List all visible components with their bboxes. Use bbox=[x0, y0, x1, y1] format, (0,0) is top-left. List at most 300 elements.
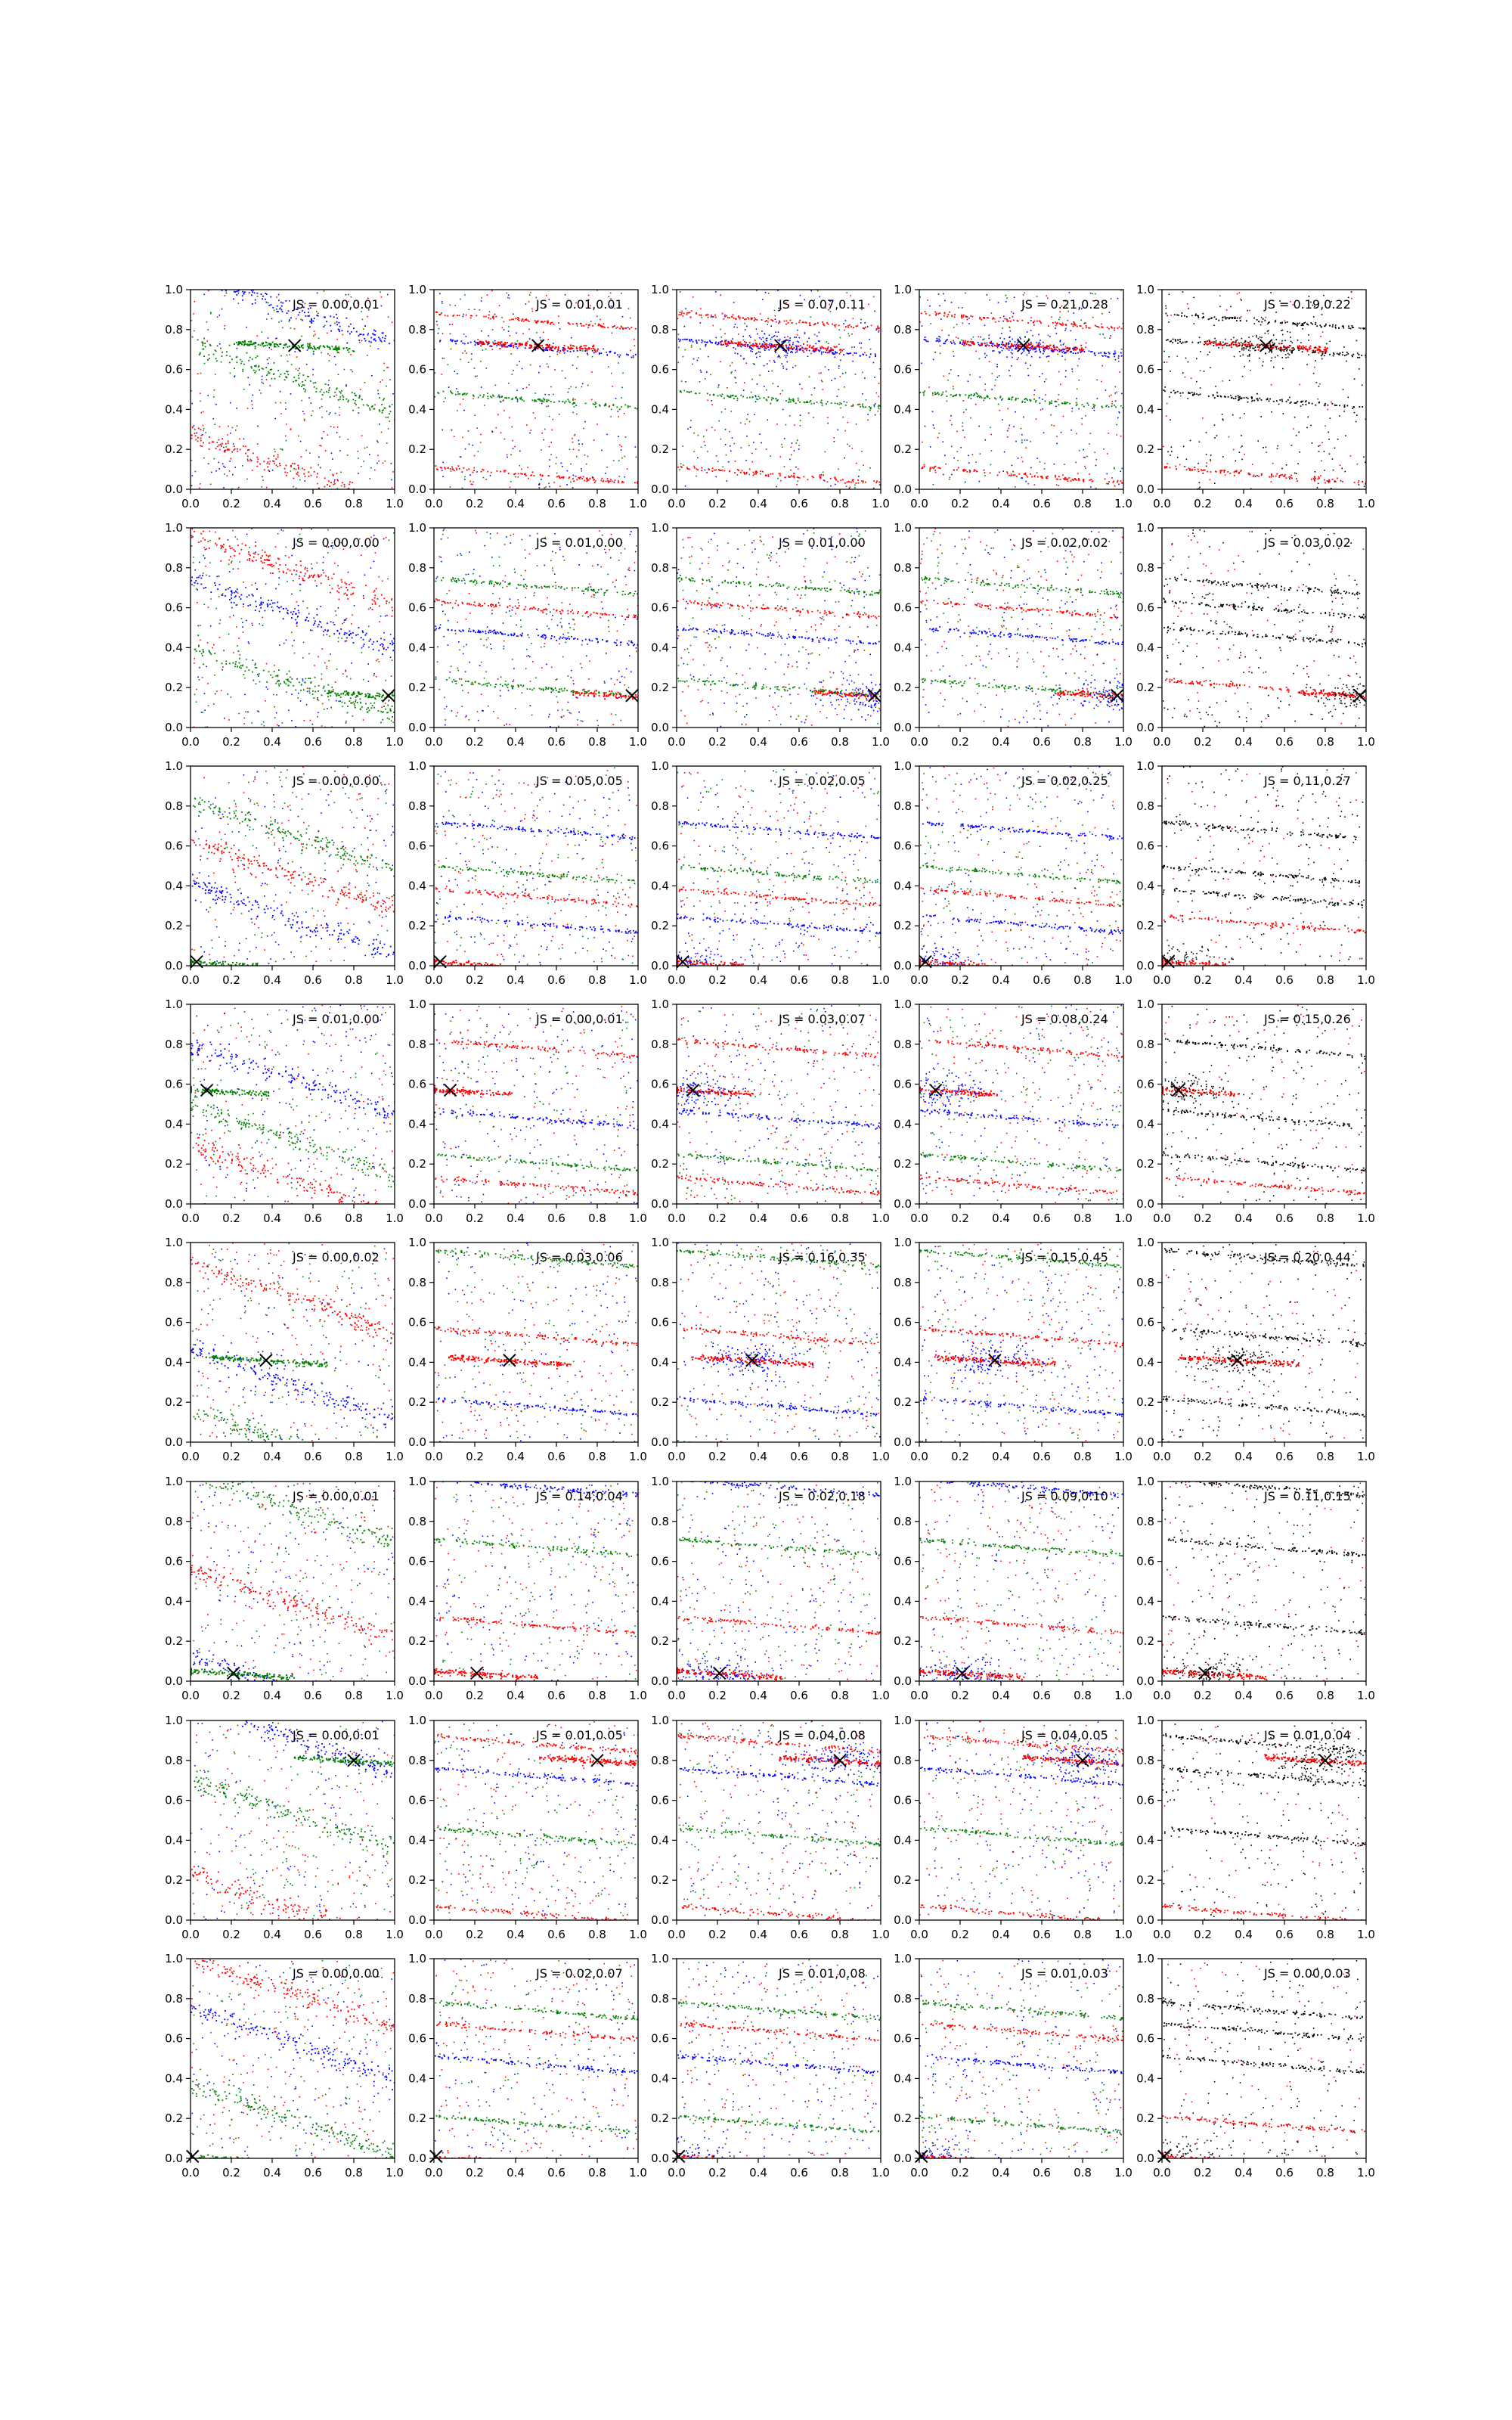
x-tick-label: 0.2 bbox=[1194, 1689, 1212, 1702]
point-cloud bbox=[191, 767, 395, 970]
x-tick-label: 0.6 bbox=[1275, 2166, 1294, 2180]
point-cloud bbox=[434, 529, 640, 728]
y-tick-label: 0.0 bbox=[165, 482, 183, 496]
y-tick-label: 0.0 bbox=[408, 1435, 426, 1449]
y-tick-label: 0.4 bbox=[1136, 402, 1154, 416]
y-tick-label: 0.0 bbox=[651, 1435, 669, 1449]
x-tick-label: 0.2 bbox=[222, 1450, 240, 1463]
y-tick-label: 1.0 bbox=[408, 1236, 426, 1249]
y-tick-label: 0.4 bbox=[408, 1594, 426, 1608]
y-tick-label: 0.2 bbox=[165, 1395, 183, 1409]
x-tick-label: 0.8 bbox=[1316, 735, 1334, 749]
subplot-r6-c5 bbox=[1135, 1475, 1375, 1705]
y-tick-label: 0.2 bbox=[651, 919, 669, 932]
y-tick-label: 0.0 bbox=[165, 1435, 183, 1449]
x-tick-label: 0.0 bbox=[181, 1450, 200, 1463]
x-tick-label: 0.2 bbox=[951, 973, 969, 987]
js-annotation: JS = 0.00,0.01 bbox=[292, 297, 380, 312]
x-tick-label: 0.2 bbox=[708, 1928, 727, 1941]
x-tick-label: 0.4 bbox=[507, 1928, 525, 1941]
subplot-r3-c3 bbox=[619, 759, 890, 987]
y-tick-label: 0.4 bbox=[408, 879, 426, 892]
x-tick-label: 1.0 bbox=[1114, 1689, 1132, 1702]
x-tick-label: 0.4 bbox=[263, 1212, 281, 1225]
x-tick-label: 1.0 bbox=[629, 1450, 647, 1463]
x-tick-label: 0.0 bbox=[181, 497, 200, 510]
y-tick-label: 1.0 bbox=[894, 521, 912, 535]
y-tick-label: 0.2 bbox=[408, 2111, 426, 2125]
axes-frame bbox=[919, 1481, 1123, 1681]
x-tick-label: 0.2 bbox=[951, 735, 969, 749]
x-tick-label: 1.0 bbox=[629, 1212, 647, 1225]
x-tick-label: 0.4 bbox=[1235, 497, 1253, 510]
y-tick-label: 0.2 bbox=[1136, 681, 1154, 694]
y-tick-label: 0.2 bbox=[1136, 1634, 1154, 1648]
x-tick-label: 1.0 bbox=[1114, 973, 1132, 987]
y-tick-label: 0.0 bbox=[408, 721, 426, 734]
x-tick-label: 0.6 bbox=[790, 1689, 808, 1702]
y-tick-label: 0.2 bbox=[651, 442, 669, 456]
y-tick-label: 0.8 bbox=[894, 561, 912, 575]
x-tick-label: 0.8 bbox=[1074, 1689, 1092, 1702]
x-tick-label: 0.0 bbox=[668, 1450, 686, 1463]
y-tick-label: 1.0 bbox=[651, 1236, 669, 1249]
subplot-r2-c4 bbox=[894, 521, 1181, 749]
x-tick-label: 0.2 bbox=[951, 497, 969, 510]
js-annotation: JS = 0.00,0.00 bbox=[292, 774, 380, 788]
x-tick-label: 0.8 bbox=[1074, 497, 1092, 510]
y-tick-label: 0.8 bbox=[408, 799, 426, 813]
x-tick-label: 0.4 bbox=[749, 1689, 767, 1702]
x-tick-label: 0.4 bbox=[507, 735, 525, 749]
y-tick-label: 0.0 bbox=[651, 1197, 669, 1211]
y-tick-label: 0.4 bbox=[894, 1594, 912, 1608]
point-cloud bbox=[191, 528, 396, 728]
y-tick-label: 1.0 bbox=[165, 1475, 183, 1488]
point-cloud bbox=[677, 528, 952, 727]
y-tick-label: 0.8 bbox=[165, 1754, 183, 1767]
x-tick-label: 0.0 bbox=[425, 1928, 443, 1941]
y-tick-label: 0.2 bbox=[408, 919, 426, 932]
x-tick-label: 0.0 bbox=[910, 973, 928, 987]
x-tick-label: 0.4 bbox=[1235, 735, 1253, 749]
x-tick-label: 0.6 bbox=[304, 1212, 322, 1225]
js-annotation: JS = 0.00,0.02 bbox=[292, 1250, 380, 1264]
x-tick-label: 0.8 bbox=[831, 1212, 849, 1225]
axes-frame bbox=[1162, 1720, 1366, 1920]
x-tick-label: 0.8 bbox=[588, 2166, 606, 2180]
x-tick-label: 0.8 bbox=[588, 1689, 606, 1702]
js-annotation: JS = 0.05,0.05 bbox=[535, 774, 623, 788]
y-tick-label: 0.8 bbox=[165, 1276, 183, 1289]
js-annotation: JS = 0.08,0.24 bbox=[1021, 1012, 1108, 1026]
y-tick-label: 0.4 bbox=[651, 2071, 669, 2085]
y-tick-label: 0.0 bbox=[165, 721, 183, 734]
x-tick-label: 0.8 bbox=[831, 735, 849, 749]
y-tick-label: 0.6 bbox=[894, 2032, 912, 2046]
x-tick-label: 0.8 bbox=[345, 1450, 363, 1463]
x-tick-label: 0.0 bbox=[181, 1212, 200, 1225]
subplot-r7-c5 bbox=[1136, 1714, 1392, 1941]
x-tick-label: 0.8 bbox=[1316, 497, 1334, 510]
x-tick-label: 0.2 bbox=[1194, 735, 1212, 749]
x-tick-label: 1.0 bbox=[872, 1212, 890, 1225]
x-tick-label: 0.4 bbox=[992, 2166, 1010, 2180]
y-tick-label: 0.8 bbox=[651, 323, 669, 337]
x-tick-label: 0.2 bbox=[708, 1689, 727, 1702]
x-tick-label: 0.2 bbox=[1194, 1212, 1212, 1225]
x-tick-label: 0.2 bbox=[222, 1212, 240, 1225]
x-tick-label: 0.0 bbox=[668, 735, 686, 749]
x-tick-label: 0.0 bbox=[910, 2166, 928, 2180]
point-cloud bbox=[434, 768, 640, 969]
y-tick-label: 0.8 bbox=[408, 1276, 426, 1289]
y-tick-label: 0.2 bbox=[1136, 1873, 1154, 1887]
y-tick-label: 0.8 bbox=[1136, 799, 1154, 813]
y-tick-label: 1.0 bbox=[651, 1714, 669, 1727]
js-annotation: JS = 0.00,0.01 bbox=[292, 1489, 380, 1503]
x-tick-label: 0.4 bbox=[507, 973, 525, 987]
x-tick-label: 0.0 bbox=[181, 973, 200, 987]
subplot-r5-c1 bbox=[165, 1236, 404, 1490]
y-tick-label: 0.8 bbox=[894, 1992, 912, 2006]
y-tick-label: 0.4 bbox=[651, 1355, 669, 1369]
y-tick-label: 0.2 bbox=[651, 1873, 669, 1887]
x-tick-label: 0.6 bbox=[1033, 735, 1051, 749]
y-tick-label: 1.0 bbox=[1136, 521, 1154, 535]
x-tick-label: 0.4 bbox=[1235, 973, 1253, 987]
y-tick-label: 0.2 bbox=[165, 442, 183, 456]
x-tick-label: 0.8 bbox=[1074, 1212, 1092, 1225]
y-tick-label: 0.4 bbox=[408, 1833, 426, 1847]
x-tick-label: 0.4 bbox=[507, 497, 525, 510]
x-tick-label: 0.4 bbox=[1235, 1212, 1253, 1225]
x-tick-label: 1.0 bbox=[1357, 735, 1375, 749]
y-tick-label: 1.0 bbox=[408, 1952, 426, 1965]
subplot-r3-c1 bbox=[165, 759, 404, 987]
subplot-r4-c5 bbox=[1103, 997, 1375, 1225]
subplot-r1-c1 bbox=[165, 271, 404, 518]
subplot-r1-c4 bbox=[894, 283, 1132, 510]
x-tick-label: 0.2 bbox=[951, 1212, 969, 1225]
y-tick-label: 1.0 bbox=[651, 997, 669, 1011]
subplot-r1-c5 bbox=[1136, 283, 1375, 510]
x-tick-label: 1.0 bbox=[629, 1928, 647, 1941]
y-tick-label: 0.4 bbox=[894, 2071, 912, 2085]
x-tick-label: 0.6 bbox=[1033, 2166, 1051, 2180]
x-tick-label: 0.4 bbox=[507, 1450, 525, 1463]
x-tick-label: 0.4 bbox=[992, 1928, 1010, 1941]
y-tick-label: 0.6 bbox=[165, 601, 183, 615]
y-tick-label: 1.0 bbox=[1136, 283, 1154, 296]
x-tick-label: 0.2 bbox=[1194, 1928, 1212, 1941]
axes-frame bbox=[1162, 290, 1366, 489]
x-tick-label: 0.2 bbox=[466, 1689, 484, 1702]
js-annotation: JS = 0.03,0.07 bbox=[778, 1012, 866, 1026]
y-tick-label: 0.2 bbox=[408, 1395, 426, 1409]
y-tick-label: 0.4 bbox=[651, 1117, 669, 1131]
y-tick-label: 0.6 bbox=[651, 1078, 669, 1091]
js-annotation: JS = 0.11,0.15 bbox=[1263, 1489, 1351, 1503]
x-tick-label: 0.0 bbox=[668, 1212, 686, 1225]
y-tick-label: 0.4 bbox=[408, 2071, 426, 2085]
y-tick-label: 0.8 bbox=[1136, 1992, 1154, 2006]
x-tick-label: 0.6 bbox=[1033, 1928, 1051, 1941]
y-tick-label: 0.0 bbox=[1136, 482, 1154, 496]
point-cloud bbox=[1162, 1720, 1392, 1923]
point-cloud bbox=[434, 1721, 640, 1924]
x-tick-label: 0.6 bbox=[790, 1212, 808, 1225]
y-tick-label: 1.0 bbox=[651, 759, 669, 773]
y-tick-label: 1.0 bbox=[408, 283, 426, 296]
x-tick-label: 0.0 bbox=[1153, 1689, 1171, 1702]
y-tick-label: 0.6 bbox=[651, 363, 669, 377]
x-tick-label: 0.6 bbox=[1033, 1212, 1051, 1225]
y-tick-label: 0.4 bbox=[651, 879, 669, 892]
y-tick-label: 0.2 bbox=[894, 1634, 912, 1648]
y-tick-label: 0.2 bbox=[1136, 1395, 1154, 1409]
reference-marker bbox=[187, 2150, 199, 2162]
axes-frame bbox=[434, 290, 638, 489]
point-cloud bbox=[434, 1478, 640, 1706]
y-tick-label: 0.2 bbox=[165, 681, 183, 694]
x-tick-label: 0.2 bbox=[466, 1928, 484, 1941]
axes-frame bbox=[191, 528, 395, 728]
x-tick-label: 0.0 bbox=[425, 973, 443, 987]
subplot-r2-c2 bbox=[408, 521, 647, 749]
x-tick-label: 0.6 bbox=[790, 1450, 808, 1463]
x-tick-label: 0.8 bbox=[1316, 1450, 1334, 1463]
axes-frame bbox=[434, 1004, 638, 1204]
y-tick-label: 0.6 bbox=[165, 1316, 183, 1329]
js-annotation: JS = 0.01,0.00 bbox=[535, 535, 623, 550]
x-tick-label: 0.8 bbox=[1074, 1928, 1092, 1941]
x-tick-label: 0.6 bbox=[304, 497, 322, 510]
subplot-r2-c5 bbox=[1136, 521, 1442, 749]
axes-frame bbox=[434, 528, 638, 728]
x-tick-label: 0.6 bbox=[547, 1689, 565, 1702]
y-tick-label: 0.8 bbox=[1136, 323, 1154, 337]
x-tick-label: 1.0 bbox=[386, 2166, 404, 2180]
js-annotation: JS = 0.09,0.10 bbox=[1021, 1489, 1108, 1503]
x-tick-label: 0.8 bbox=[345, 973, 363, 987]
x-tick-label: 0.4 bbox=[992, 1450, 1010, 1463]
x-tick-label: 0.8 bbox=[588, 497, 606, 510]
x-tick-label: 1.0 bbox=[386, 973, 404, 987]
y-tick-label: 0.6 bbox=[651, 1316, 669, 1329]
point-cloud bbox=[657, 1478, 882, 1705]
x-tick-label: 1.0 bbox=[629, 735, 647, 749]
y-tick-label: 0.6 bbox=[408, 839, 426, 853]
y-tick-label: 0.8 bbox=[894, 323, 912, 337]
subplot-r5-c3 bbox=[651, 1236, 890, 1463]
y-tick-label: 0.8 bbox=[894, 1515, 912, 1528]
y-tick-label: 0.6 bbox=[408, 601, 426, 615]
js-annotation: JS = 0.00,0.01 bbox=[292, 1728, 380, 1742]
y-tick-label: 0.6 bbox=[651, 2032, 669, 2046]
x-tick-label: 0.0 bbox=[1153, 497, 1171, 510]
js-annotation: JS = 0.00,0.03 bbox=[1263, 1966, 1351, 1981]
subplot-r3-c5 bbox=[1086, 759, 1375, 987]
x-tick-label: 0.4 bbox=[1235, 1928, 1253, 1941]
x-tick-label: 0.8 bbox=[1316, 1928, 1334, 1941]
subplot-r6-c4 bbox=[875, 1475, 1132, 1704]
y-tick-label: 0.8 bbox=[165, 799, 183, 813]
js-annotation: JS = 0.02,0.07 bbox=[535, 1966, 623, 1981]
y-tick-label: 0.4 bbox=[1136, 879, 1154, 892]
y-tick-label: 0.6 bbox=[165, 1555, 183, 1568]
x-tick-label: 0.0 bbox=[425, 1212, 443, 1225]
x-tick-label: 0.4 bbox=[992, 1689, 1010, 1702]
x-tick-label: 0.2 bbox=[466, 735, 484, 749]
x-tick-label: 0.4 bbox=[992, 497, 1010, 510]
x-tick-label: 0.2 bbox=[1194, 497, 1212, 510]
axes-frame bbox=[1162, 1004, 1366, 1204]
x-tick-label: 0.6 bbox=[1275, 735, 1294, 749]
axes-frame bbox=[919, 290, 1123, 489]
subplot-r8-c3 bbox=[622, 1952, 890, 2183]
x-tick-label: 1.0 bbox=[872, 2166, 890, 2180]
y-tick-label: 0.4 bbox=[1136, 1833, 1154, 1847]
y-tick-label: 1.0 bbox=[651, 521, 669, 535]
x-tick-label: 0.8 bbox=[1316, 1212, 1334, 1225]
x-tick-label: 0.4 bbox=[507, 1212, 525, 1225]
x-tick-label: 0.4 bbox=[263, 1689, 281, 1702]
y-tick-label: 0.2 bbox=[894, 2111, 912, 2125]
y-tick-label: 0.0 bbox=[408, 1674, 426, 1688]
y-tick-label: 0.2 bbox=[408, 442, 426, 456]
subplot-r1-c2 bbox=[408, 283, 647, 510]
x-tick-label: 0.8 bbox=[1316, 2166, 1334, 2180]
subplot-r7-c3 bbox=[651, 1714, 906, 1941]
y-tick-label: 0.4 bbox=[1136, 1355, 1154, 1369]
y-tick-label: 0.0 bbox=[651, 482, 669, 496]
y-tick-label: 0.2 bbox=[894, 1395, 912, 1409]
x-tick-label: 0.2 bbox=[222, 735, 240, 749]
y-tick-label: 0.8 bbox=[651, 1038, 669, 1051]
y-tick-label: 0.4 bbox=[1136, 2071, 1154, 2085]
y-tick-label: 0.8 bbox=[165, 323, 183, 337]
subplot-r8-c2 bbox=[408, 1952, 647, 2180]
x-tick-label: 1.0 bbox=[872, 1450, 890, 1463]
y-tick-label: 0.6 bbox=[894, 601, 912, 615]
x-tick-label: 0.6 bbox=[1033, 497, 1051, 510]
subplot-r4-c1 bbox=[165, 997, 404, 1227]
y-tick-label: 0.6 bbox=[408, 1078, 426, 1091]
x-tick-label: 0.8 bbox=[831, 2166, 849, 2180]
x-tick-label: 1.0 bbox=[1357, 2166, 1375, 2180]
x-tick-label: 0.6 bbox=[790, 1928, 808, 1941]
point-cloud bbox=[1162, 1243, 1368, 1460]
y-tick-label: 1.0 bbox=[894, 1952, 912, 1965]
x-tick-label: 0.2 bbox=[466, 2166, 484, 2180]
js-annotation: JS = 0.01,0.08 bbox=[778, 1966, 866, 1981]
y-tick-label: 0.2 bbox=[894, 1873, 912, 1887]
x-tick-label: 1.0 bbox=[1357, 973, 1375, 987]
y-tick-label: 0.8 bbox=[408, 561, 426, 575]
y-tick-label: 0.2 bbox=[408, 681, 426, 694]
y-tick-label: 0.0 bbox=[165, 1197, 183, 1211]
x-tick-label: 0.6 bbox=[304, 1689, 322, 1702]
y-tick-label: 0.4 bbox=[651, 402, 669, 416]
y-tick-label: 0.6 bbox=[408, 1794, 426, 1807]
y-tick-label: 1.0 bbox=[894, 1236, 912, 1249]
y-tick-label: 0.4 bbox=[894, 1117, 912, 1131]
y-tick-label: 0.2 bbox=[894, 681, 912, 694]
y-tick-label: 0.6 bbox=[894, 839, 912, 853]
x-tick-label: 0.8 bbox=[345, 497, 363, 510]
subplot-r8-c5 bbox=[1093, 1952, 1375, 2180]
y-tick-label: 0.8 bbox=[408, 323, 426, 337]
x-tick-label: 0.4 bbox=[263, 1928, 281, 1941]
subplot-r4-c4 bbox=[879, 997, 1132, 1225]
point-cloud bbox=[434, 290, 639, 490]
x-tick-label: 0.4 bbox=[1235, 1689, 1253, 1702]
subplot-r6-c2 bbox=[408, 1475, 647, 1706]
x-tick-label: 0.4 bbox=[749, 1450, 767, 1463]
y-tick-label: 0.0 bbox=[651, 959, 669, 973]
x-tick-label: 0.6 bbox=[1275, 1212, 1294, 1225]
x-tick-label: 0.2 bbox=[951, 1689, 969, 1702]
y-tick-label: 0.0 bbox=[894, 1913, 912, 1927]
point-cloud bbox=[919, 1243, 1124, 1460]
axes-frame bbox=[677, 290, 881, 489]
x-tick-label: 0.6 bbox=[304, 1450, 322, 1463]
y-tick-label: 0.8 bbox=[1136, 561, 1154, 575]
y-tick-label: 0.0 bbox=[408, 482, 426, 496]
reference-marker bbox=[1354, 690, 1366, 702]
x-tick-label: 0.8 bbox=[345, 735, 363, 749]
point-cloud bbox=[875, 1477, 1125, 1703]
y-tick-label: 1.0 bbox=[1136, 759, 1154, 773]
axes-frame bbox=[1162, 1481, 1366, 1681]
x-tick-label: 0.0 bbox=[1153, 973, 1171, 987]
y-tick-label: 0.6 bbox=[165, 2032, 183, 2046]
y-tick-label: 0.0 bbox=[165, 959, 183, 973]
y-tick-label: 1.0 bbox=[894, 759, 912, 773]
x-tick-label: 0.0 bbox=[910, 1928, 928, 1941]
x-tick-label: 0.8 bbox=[345, 2166, 363, 2180]
js-annotation: JS = 0.21,0.28 bbox=[1021, 297, 1108, 312]
x-tick-label: 1.0 bbox=[872, 973, 890, 987]
point-cloud bbox=[1163, 529, 1442, 728]
y-tick-label: 0.0 bbox=[408, 1197, 426, 1211]
js-annotation: JS = 0.11,0.27 bbox=[1263, 774, 1351, 788]
y-tick-label: 0.6 bbox=[408, 2032, 426, 2046]
y-tick-label: 0.2 bbox=[651, 1395, 669, 1409]
point-cloud bbox=[191, 1243, 395, 1490]
y-tick-label: 1.0 bbox=[651, 283, 669, 296]
js-annotation: JS = 0.14,0.04 bbox=[535, 1489, 623, 1503]
y-tick-label: 0.4 bbox=[408, 641, 426, 654]
y-tick-label: 0.0 bbox=[651, 721, 669, 734]
x-tick-label: 0.6 bbox=[1275, 497, 1294, 510]
y-tick-label: 0.6 bbox=[894, 363, 912, 377]
x-tick-label: 1.0 bbox=[386, 1928, 404, 1941]
x-tick-label: 0.0 bbox=[910, 497, 928, 510]
y-tick-label: 0.0 bbox=[894, 959, 912, 973]
x-tick-label: 1.0 bbox=[872, 497, 890, 510]
axes-frame bbox=[919, 766, 1123, 966]
x-tick-label: 0.6 bbox=[1275, 1450, 1294, 1463]
axes-frame bbox=[434, 1243, 638, 1442]
y-tick-label: 0.6 bbox=[894, 1555, 912, 1568]
subplot-r2-c1 bbox=[165, 521, 404, 749]
axes-frame bbox=[434, 766, 638, 966]
y-tick-label: 0.6 bbox=[894, 1316, 912, 1329]
y-tick-label: 0.2 bbox=[894, 919, 912, 932]
y-tick-label: 0.2 bbox=[1136, 1157, 1154, 1171]
